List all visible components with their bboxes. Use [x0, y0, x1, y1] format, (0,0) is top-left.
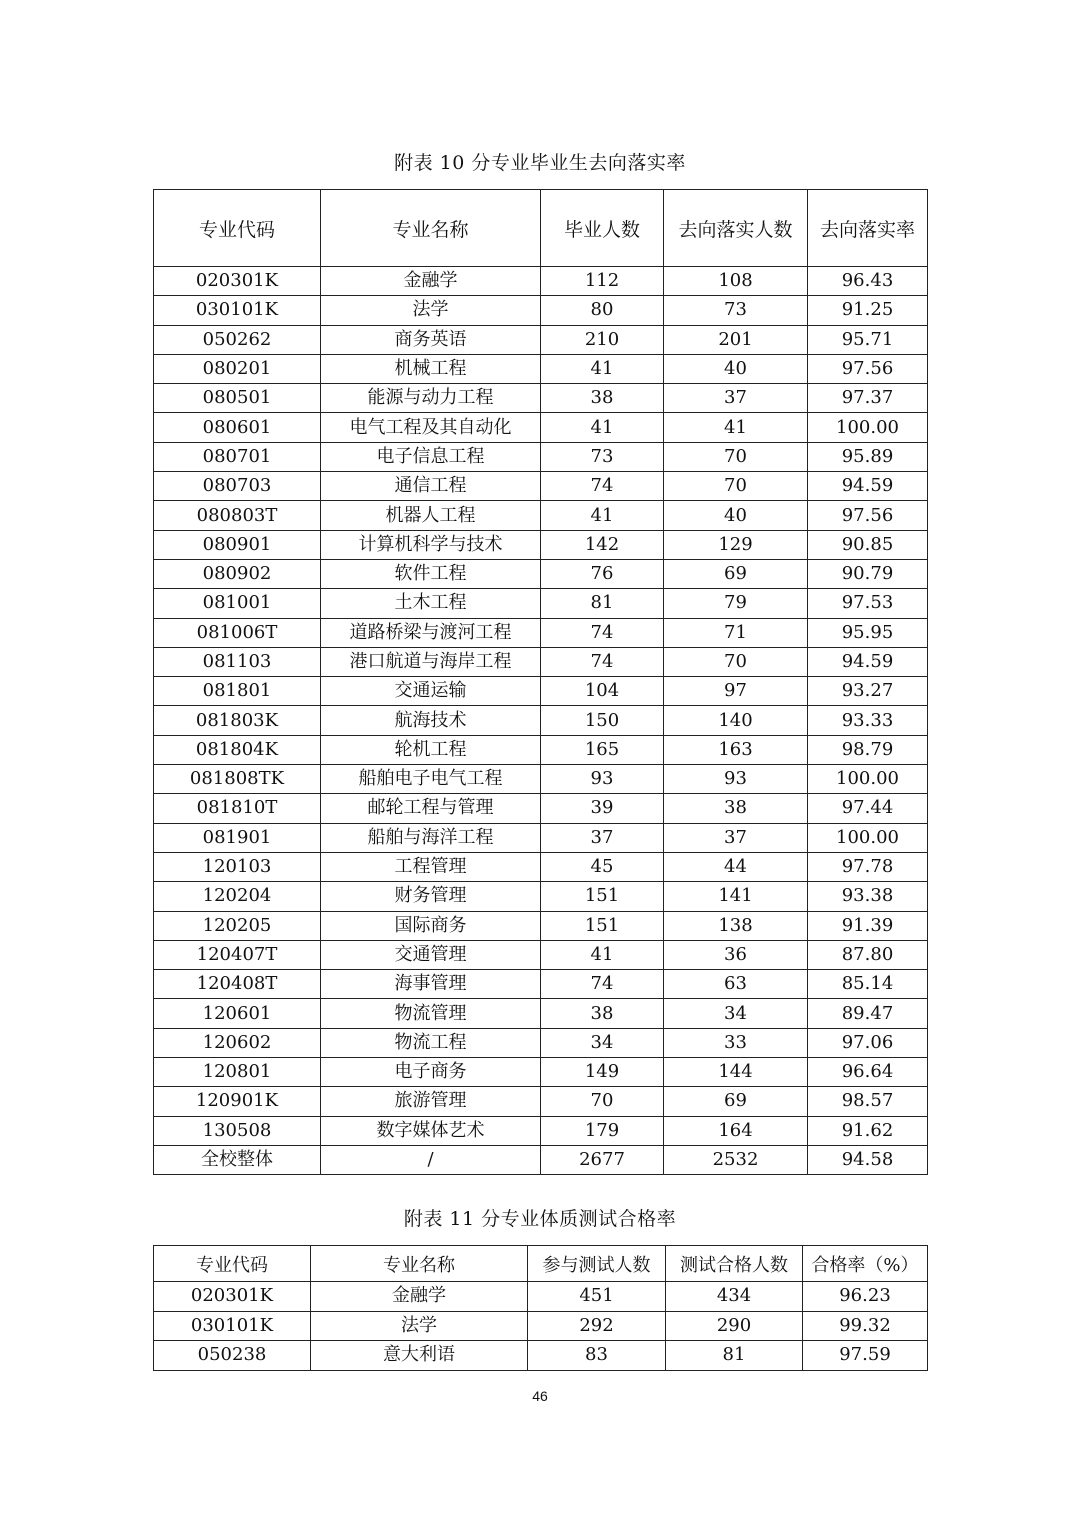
table10-cell: 海事管理 — [321, 970, 541, 999]
table10-cell: 数字媒体艺术 — [321, 1116, 541, 1145]
table10-cell: 142 — [541, 530, 664, 559]
table11-cell: 99.32 — [803, 1311, 928, 1341]
table10-cell: 201 — [664, 325, 808, 354]
table11-body — [154, 1282, 928, 1371]
table10-row — [154, 384, 928, 413]
table10-cell: 70 — [664, 442, 808, 471]
table10-cell: 74 — [541, 472, 664, 501]
table10-cell: 74 — [541, 618, 664, 647]
table10-row — [154, 735, 928, 764]
table11-cell: 97.59 — [803, 1341, 928, 1371]
table10-cell: 36 — [664, 940, 808, 969]
table10-row — [154, 1058, 928, 1087]
table10-row — [154, 325, 928, 354]
table10-cell: 工程管理 — [321, 852, 541, 881]
table11-cell: 法学 — [311, 1311, 528, 1341]
table10-cell: 210 — [541, 325, 664, 354]
table10-cell: 98.57 — [808, 1087, 928, 1116]
table10-row — [154, 1028, 928, 1057]
table10-cell: 37 — [664, 823, 808, 852]
table10-cell: 85.14 — [808, 970, 928, 999]
table10-row — [154, 296, 928, 325]
table10-cell: 金融学 — [321, 267, 541, 296]
table10-header-cell: 专业代码 — [154, 190, 321, 267]
table10 — [153, 189, 928, 1175]
table10-cell: 63 — [664, 970, 808, 999]
table10-row — [154, 354, 928, 383]
table10-header-cell: 专业名称 — [321, 190, 541, 267]
table10-cell: 船舶与海洋工程 — [321, 823, 541, 852]
table10-row — [154, 940, 928, 969]
table10-cell: 97.06 — [808, 1028, 928, 1057]
table10-cell: 69 — [664, 1087, 808, 1116]
table10-cell: 邮轮工程与管理 — [321, 794, 541, 823]
table11-header-cell: 参与测试人数 — [528, 1246, 666, 1282]
table10-cell: 144 — [664, 1058, 808, 1087]
table10-cell: 080902 — [154, 559, 321, 588]
table10-cell: 130508 — [154, 1116, 321, 1145]
table10-cell: 2677 — [541, 1145, 664, 1174]
table10-cell: 41 — [541, 354, 664, 383]
table10-cell: 100.00 — [808, 413, 928, 442]
table10-cell: 080601 — [154, 413, 321, 442]
table10-row — [154, 706, 928, 735]
table10-cell: 151 — [541, 882, 664, 911]
table10-cell: 081006T — [154, 618, 321, 647]
table10-cell: 120103 — [154, 852, 321, 881]
table10-cell: 081901 — [154, 823, 321, 852]
table10-cell: 97.37 — [808, 384, 928, 413]
table10-cell: 37 — [664, 384, 808, 413]
table10-cell: 112 — [541, 267, 664, 296]
table10-cell: 164 — [664, 1116, 808, 1145]
table10-cell: 97.53 — [808, 589, 928, 618]
table10-cell: 081803K — [154, 706, 321, 735]
table10-row — [154, 559, 928, 588]
table11-cell: 81 — [666, 1341, 803, 1371]
table10-cell: 140 — [664, 706, 808, 735]
table10-cell: 149 — [541, 1058, 664, 1087]
table11-cell: 290 — [666, 1311, 803, 1341]
table10-cell: 100.00 — [808, 765, 928, 794]
table10-cell: 97.56 — [808, 501, 928, 530]
table11-cell: 434 — [666, 1282, 803, 1312]
table10-cell: 120901K — [154, 1087, 321, 1116]
table10-cell: 73 — [541, 442, 664, 471]
table10-row — [154, 647, 928, 676]
table10-cell: 机械工程 — [321, 354, 541, 383]
table11 — [153, 1245, 928, 1371]
table10-cell: 40 — [664, 501, 808, 530]
table10-row — [154, 589, 928, 618]
table11-row — [154, 1282, 928, 1312]
table10-cell: 89.47 — [808, 999, 928, 1028]
table10-row — [154, 794, 928, 823]
table10-cell: 船舶电子电气工程 — [321, 765, 541, 794]
table10-cell: 120205 — [154, 911, 321, 940]
table10-cell: 交通运输 — [321, 677, 541, 706]
table10-cell: 70 — [541, 1087, 664, 1116]
table10-cell: 150 — [541, 706, 664, 735]
table10-row — [154, 472, 928, 501]
table10-cell: 79 — [664, 589, 808, 618]
table10-cell: / — [321, 1145, 541, 1174]
table10-cell: 39 — [541, 794, 664, 823]
table10-cell: 100.00 — [808, 823, 928, 852]
table10-cell: 81 — [541, 589, 664, 618]
table10-row — [154, 267, 928, 296]
table10-cell: 030101K — [154, 296, 321, 325]
table10-cell: 080803T — [154, 501, 321, 530]
table10-caption: 附表 10 分专业毕业生去向落实率 — [394, 152, 686, 174]
table10-cell: 081801 — [154, 677, 321, 706]
table10-cell: 179 — [541, 1116, 664, 1145]
table10-row — [154, 882, 928, 911]
table10-cell: 90.79 — [808, 559, 928, 588]
table10-cell: 081001 — [154, 589, 321, 618]
table10-cell: 土木工程 — [321, 589, 541, 618]
table10-cell: 081103 — [154, 647, 321, 676]
table10-cell: 120408T — [154, 970, 321, 999]
table10-cell: 38 — [541, 384, 664, 413]
table10-row — [154, 999, 928, 1028]
table10-cell: 129 — [664, 530, 808, 559]
table10-cell: 080201 — [154, 354, 321, 383]
table10-cell: 081810T — [154, 794, 321, 823]
table10-cell: 38 — [541, 999, 664, 1028]
table11-cell: 030101K — [154, 1311, 311, 1341]
table10-cell: 能源与动力工程 — [321, 384, 541, 413]
table10-cell: 080901 — [154, 530, 321, 559]
table10-header-row — [154, 190, 928, 267]
table10-cell: 120204 — [154, 882, 321, 911]
table10-cell: 80 — [541, 296, 664, 325]
table10-cell: 交通管理 — [321, 940, 541, 969]
table10-cell: 航海技术 — [321, 706, 541, 735]
table10-cell: 物流管理 — [321, 999, 541, 1028]
table10-cell: 080701 — [154, 442, 321, 471]
table10-cell: 44 — [664, 852, 808, 881]
table10-cell: 120602 — [154, 1028, 321, 1057]
table10-cell: 94.59 — [808, 647, 928, 676]
table10-cell: 97.56 — [808, 354, 928, 383]
table10-cell: 机器人工程 — [321, 501, 541, 530]
table10-row — [154, 501, 928, 530]
table10-row — [154, 1087, 928, 1116]
table10-cell: 95.95 — [808, 618, 928, 647]
table10-cell: 163 — [664, 735, 808, 764]
table10-row — [154, 1145, 928, 1174]
table11-header-cell: 测试合格人数 — [666, 1246, 803, 1282]
table10-cell: 93.27 — [808, 677, 928, 706]
table10-cell: 74 — [541, 970, 664, 999]
table10-row — [154, 413, 928, 442]
table10-cell: 旅游管理 — [321, 1087, 541, 1116]
table11-row — [154, 1311, 928, 1341]
table10-row — [154, 911, 928, 940]
table10-cell: 081804K — [154, 735, 321, 764]
table10-cell: 165 — [541, 735, 664, 764]
table10-body — [154, 267, 928, 1175]
table11-header-row — [154, 1246, 928, 1282]
table10-row — [154, 765, 928, 794]
table10-cell: 71 — [664, 618, 808, 647]
table10-cell: 计算机科学与技术 — [321, 530, 541, 559]
table10-row — [154, 970, 928, 999]
table10-cell: 33 — [664, 1028, 808, 1057]
table10-cell: 通信工程 — [321, 472, 541, 501]
table10-cell: 41 — [541, 501, 664, 530]
table10-row — [154, 677, 928, 706]
table10-cell: 94.58 — [808, 1145, 928, 1174]
table10-row — [154, 618, 928, 647]
table10-cell: 080703 — [154, 472, 321, 501]
table11-cell: 意大利语 — [311, 1341, 528, 1371]
table11-row — [154, 1341, 928, 1371]
table10-cell: 41 — [541, 940, 664, 969]
table11-caption: 附表 11 分专业体质测试合格率 — [403, 1208, 677, 1230]
table10-cell: 70 — [664, 647, 808, 676]
table10-cell: 141 — [664, 882, 808, 911]
table10-cell: 电子商务 — [321, 1058, 541, 1087]
table10-cell: 港口航道与海岸工程 — [321, 647, 541, 676]
table10-cell: 108 — [664, 267, 808, 296]
table10-cell: 34 — [664, 999, 808, 1028]
table10-cell: 93.33 — [808, 706, 928, 735]
table10-cell: 76 — [541, 559, 664, 588]
table10-cell: 商务英语 — [321, 325, 541, 354]
table10-cell: 120801 — [154, 1058, 321, 1087]
table10-cell: 73 — [664, 296, 808, 325]
table10-cell: 97.78 — [808, 852, 928, 881]
table10-cell: 91.62 — [808, 1116, 928, 1145]
table11-header-cell: 合格率（%） — [803, 1246, 928, 1282]
table11-cell: 96.23 — [803, 1282, 928, 1312]
table10-cell: 37 — [541, 823, 664, 852]
page-number: 46 — [532, 1388, 548, 1404]
table10-cell: 91.39 — [808, 911, 928, 940]
table10-cell: 全校整体 — [154, 1145, 321, 1174]
table10-cell: 138 — [664, 911, 808, 940]
table10-cell: 95.71 — [808, 325, 928, 354]
table10-cell: 90.85 — [808, 530, 928, 559]
table10-cell: 120407T — [154, 940, 321, 969]
table10-cell: 41 — [664, 413, 808, 442]
table10-cell: 104 — [541, 677, 664, 706]
table10-cell: 70 — [664, 472, 808, 501]
table10-cell: 151 — [541, 911, 664, 940]
table10-cell: 95.89 — [808, 442, 928, 471]
table11-cell: 83 — [528, 1341, 666, 1371]
table11-header-cell: 专业代码 — [154, 1246, 311, 1282]
table10-cell: 轮机工程 — [321, 735, 541, 764]
table10-cell: 69 — [664, 559, 808, 588]
table10-cell: 120601 — [154, 999, 321, 1028]
table10-cell: 道路桥梁与渡河工程 — [321, 618, 541, 647]
table10-cell: 081808TK — [154, 765, 321, 794]
table10-cell: 45 — [541, 852, 664, 881]
table10-header-cell: 毕业人数 — [541, 190, 664, 267]
table10-cell: 41 — [541, 413, 664, 442]
table10-cell: 财务管理 — [321, 882, 541, 911]
table10-header-cell: 去向落实率 — [808, 190, 928, 267]
table10-cell: 40 — [664, 354, 808, 383]
table11-cell: 451 — [528, 1282, 666, 1312]
table10-cell: 93 — [541, 765, 664, 794]
table10-cell: 电子信息工程 — [321, 442, 541, 471]
table10-cell: 2532 — [664, 1145, 808, 1174]
table11-cell: 050238 — [154, 1341, 311, 1371]
table10-row — [154, 852, 928, 881]
table10-row — [154, 530, 928, 559]
table11-cell: 292 — [528, 1311, 666, 1341]
table10-cell: 法学 — [321, 296, 541, 325]
table10-cell: 96.43 — [808, 267, 928, 296]
table10-cell: 96.64 — [808, 1058, 928, 1087]
table10-row — [154, 823, 928, 852]
table10-cell: 080501 — [154, 384, 321, 413]
table10-cell: 物流工程 — [321, 1028, 541, 1057]
table10-cell: 软件工程 — [321, 559, 541, 588]
table10-cell: 34 — [541, 1028, 664, 1057]
table11-cell: 020301K — [154, 1282, 311, 1312]
table10-cell: 93.38 — [808, 882, 928, 911]
table10-cell: 91.25 — [808, 296, 928, 325]
table10-cell: 97 — [664, 677, 808, 706]
table10-cell: 98.79 — [808, 735, 928, 764]
table10-cell: 050262 — [154, 325, 321, 354]
table10-cell: 93 — [664, 765, 808, 794]
table10-cell: 国际商务 — [321, 911, 541, 940]
table10-cell: 38 — [664, 794, 808, 823]
table10-cell: 电气工程及其自动化 — [321, 413, 541, 442]
table10-row — [154, 442, 928, 471]
table10-cell: 74 — [541, 647, 664, 676]
table10-header-cell: 去向落实人数 — [664, 190, 808, 267]
table10-row — [154, 1116, 928, 1145]
table10-cell: 87.80 — [808, 940, 928, 969]
table11-cell: 金融学 — [311, 1282, 528, 1312]
table11-header-cell: 专业名称 — [311, 1246, 528, 1282]
table10-cell: 97.44 — [808, 794, 928, 823]
table10-cell: 94.59 — [808, 472, 928, 501]
table10-cell: 020301K — [154, 267, 321, 296]
